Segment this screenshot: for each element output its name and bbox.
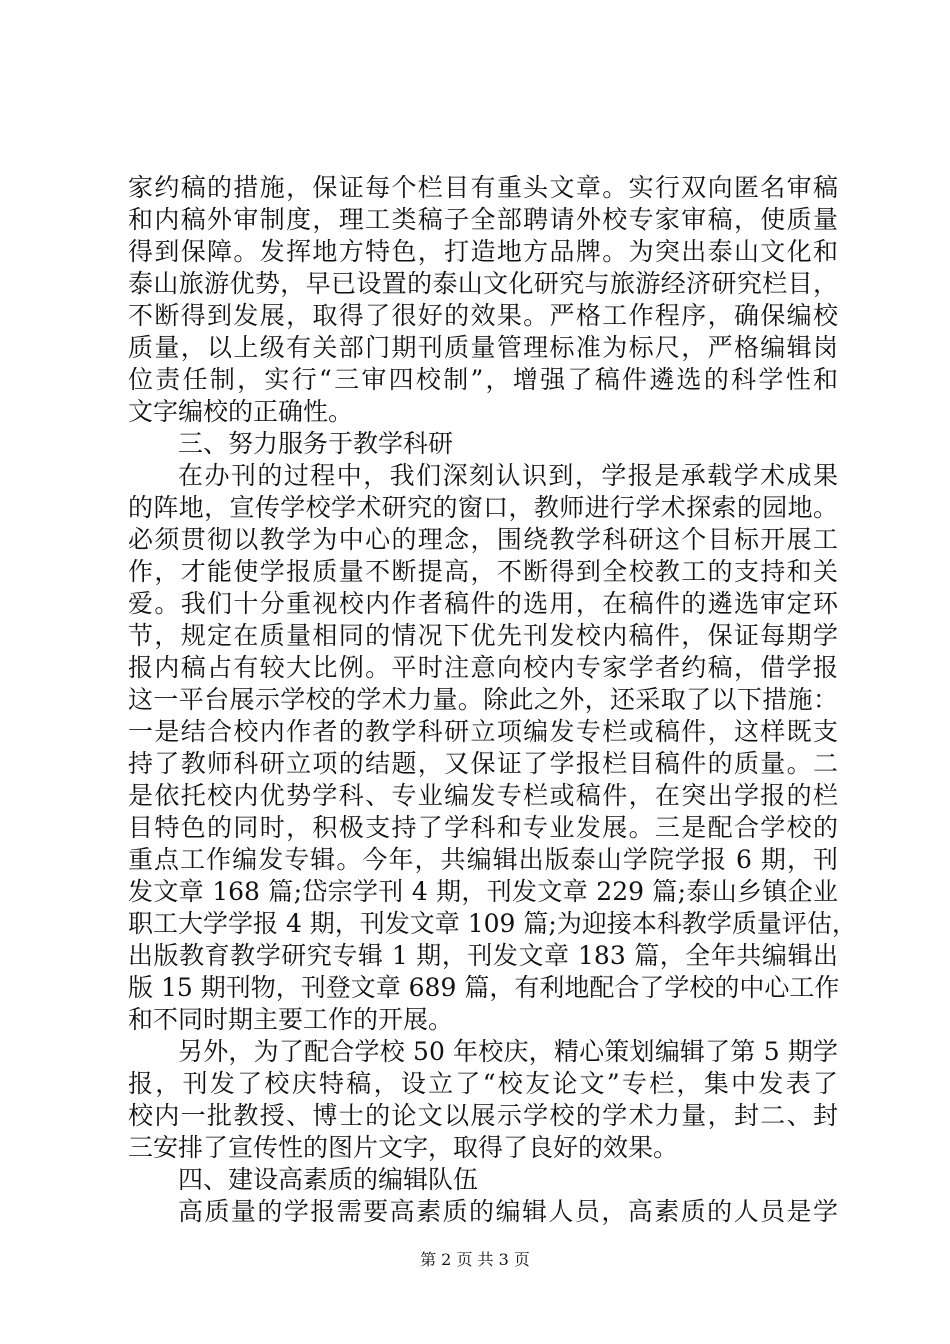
text-line: 在办刊的过程中，我们深刻认识到，学报是承载学术成果 bbox=[178, 461, 838, 490]
text-line: 文字编校的正确性。 bbox=[128, 397, 354, 426]
text-line: 必须贯彻以教学为中心的理念，围绕教学科研这个目标开展工 bbox=[128, 525, 838, 554]
text-line: 三安排了宣传性的图片文字，取得了良好的效果。 bbox=[128, 1133, 679, 1162]
text-line: 得到保障。发挥地方特色，打造地方品牌。为突出泰山文化和 bbox=[128, 237, 838, 266]
text-line: 和不同时期主要工作的开展。 bbox=[128, 1005, 454, 1034]
text-line: 校内一批教授、博士的论文以展示学校的学术力量，封二、封 bbox=[128, 1101, 838, 1130]
page-footer bbox=[0, 1250, 950, 1270]
text-line: 是依托校内优势学科、专业编发专栏或稿件，在突出学报的栏 bbox=[128, 781, 838, 810]
text-line: 重点工作编发专辑。今年，共编辑出版泰山学院学报 6 期，刊 bbox=[128, 845, 838, 874]
text-line: 节，规定在质量相同的情况下优先刊发校内稿件，保证每期学 bbox=[128, 621, 838, 650]
text-line: 职工大学学报 4 期，刊发文章 109 篇;为迎接本科教学质量评估， bbox=[128, 909, 857, 938]
text-line: 发文章 168 篇;岱宗学刊 4 期，刊发文章 229 篇;泰山乡镇企业 bbox=[128, 877, 838, 906]
text-line: 出版教育教学研究专辑 1 期，刊发文章 183 篇，全年共编辑出 bbox=[128, 941, 838, 970]
text-line: 和内稿外审制度，理工类稿子全部聘请外校专家审稿，使质量 bbox=[128, 205, 838, 234]
page-number: 第 2 页 共 3 页 bbox=[420, 1250, 530, 1269]
text-line: 版 15 期刊物，刊登文章 689 篇，有利地配合了学校的中心工作 bbox=[128, 973, 840, 1002]
text-line: 持了教师科研立项的结题，又保证了学报栏目稿件的质量。二 bbox=[128, 749, 838, 778]
text-line: 报，刊发了校庆特稿，设立了“校友论文”专栏，集中发表了 bbox=[128, 1069, 838, 1098]
text-line: 家约稿的措施，保证每个栏目有重头文章。实行双向匿名审稿 bbox=[128, 173, 838, 202]
section-heading: 四、建设高素质的编辑队伍 bbox=[178, 1165, 479, 1194]
text-line: 另外，为了配合学校 50 年校庆，精心策划编辑了第 5 期学 bbox=[178, 1037, 838, 1066]
text-line: 高质量的学报需要高素质的编辑人员，高素质的人员是学 bbox=[178, 1197, 838, 1226]
text-line: 这一平台展示学校的学术力量。除此之外，还采取了以下措施： bbox=[128, 685, 838, 714]
body-text bbox=[128, 172, 857, 1228]
text-line: 位责任制，实行“三审四校制”，增强了稿件遴选的科学性和 bbox=[128, 365, 838, 394]
text-line: 一是结合校内作者的教学科研立项编发专栏或稿件，这样既支 bbox=[128, 717, 838, 746]
text-line: 不断得到发展，取得了很好的效果。严格工作程序，确保编校 bbox=[128, 301, 838, 330]
text-line: 泰山旅游优势，早已设置的泰山文化研究与旅游经济研究栏目， bbox=[128, 269, 838, 298]
section-heading: 三、努力服务于教学科研 bbox=[178, 429, 454, 458]
text-line: 目特色的同时，积极支持了学科和专业发展。三是配合学校的 bbox=[128, 813, 838, 842]
text-line: 的阵地，宣传学校学术研究的窗口，教师进行学术探索的园地。 bbox=[128, 493, 838, 522]
text-line: 作，才能使学报质量不断提高，不断得到全校教工的支持和关 bbox=[128, 557, 838, 586]
text-line: 爱。我们十分重视校内作者稿件的选用，在稿件的遴选审定环 bbox=[128, 589, 838, 618]
text-line: 质量，以上级有关部门期刊质量管理标准为标尺，严格编辑岗 bbox=[128, 333, 838, 362]
text-line: 报内稿占有较大比例。平时注意向校内专家学者约稿，借学报 bbox=[128, 653, 838, 682]
